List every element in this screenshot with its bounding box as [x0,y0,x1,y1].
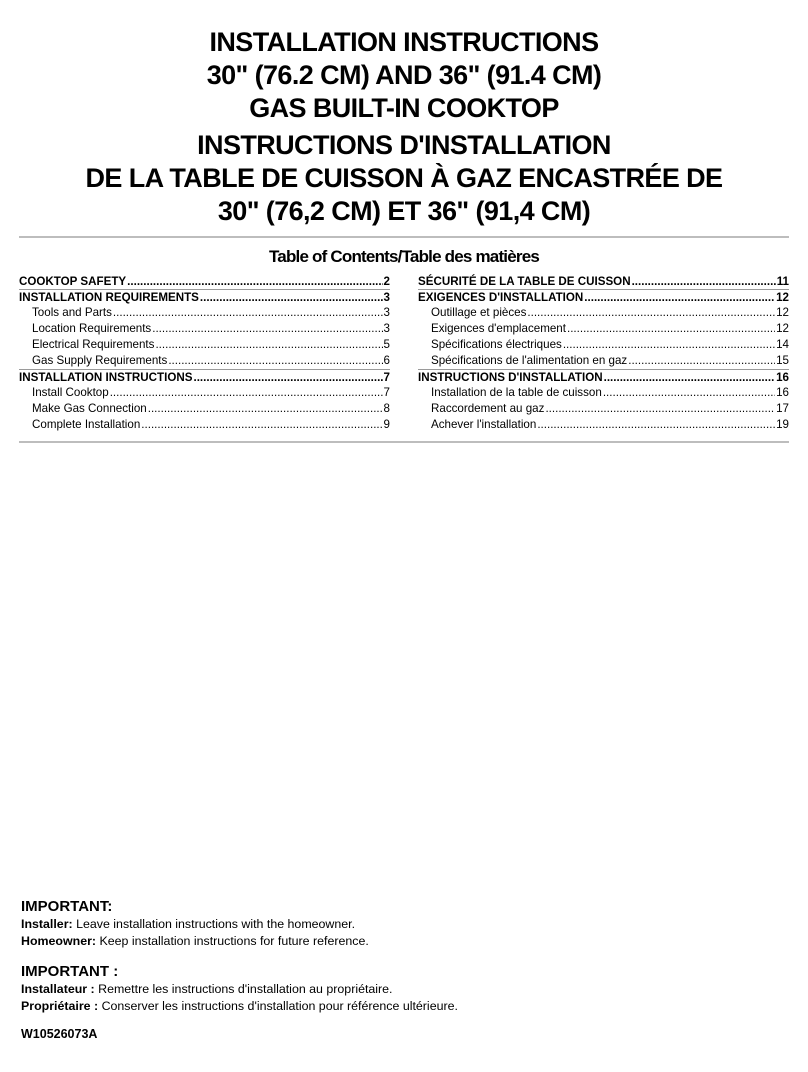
toc-entry-label: Location Requirements [32,322,152,335]
toc-entry-label: Make Gas Connection [32,402,147,415]
toc-entry-page: 12 [776,291,789,304]
toc-subsection-entry[interactable] [19,401,390,417]
toc-leader-dots [110,385,383,401]
toc-leader-dots [584,290,775,305]
toc-entry-label: INSTALLATION INSTRUCTIONS [19,371,193,384]
toc-leader-dots [527,305,775,321]
toc-section-entry[interactable] [19,274,390,289]
toc-entry-page: 2 [383,275,390,288]
toc-entry-page: 12 [776,322,789,335]
toc-entry-page: 14 [776,338,789,351]
toc-leader-dots [155,337,382,353]
toc-entry-label: INSTRUCTIONS D'INSTALLATION [418,371,603,384]
important-line-label: Propriétaire : [21,999,99,1013]
toc-leader-dots [148,401,383,417]
important-heading: IMPORTANT: [21,898,113,915]
toc-entry-page: 9 [383,418,390,431]
toc-leader-dots [567,321,775,337]
important-line [21,981,458,998]
important-line-label: Homeowner: [21,934,97,948]
toc-entry-label: Installation de la table de cuisson [431,386,602,399]
title-en-line-3: GAS BUILT-IN COOKTOP [249,93,559,123]
toc-leader-dots [141,417,382,433]
important-notice-english [21,898,369,950]
toc-entry-label: SÉCURITÉ DE LA TABLE DE CUISSON [418,275,631,288]
important-line-text: Conserver les instructions d'installation pour référence ultérieure. [98,999,458,1013]
toc-subsection-entry[interactable] [418,353,789,369]
toc-leader-dots [193,370,382,385]
toc-section-entry[interactable] [19,289,390,305]
toc-leader-dots [603,385,775,401]
toc-entry-label: Complete Installation [32,418,141,431]
divider-bottom [19,441,789,443]
toc-entry-page: 5 [383,338,390,351]
toc-entry-page: 7 [383,371,390,384]
toc-subsection-entry[interactable] [19,353,390,369]
toc-entry-page: 11 [776,275,789,288]
toc-section-entry[interactable] [418,274,789,289]
toc-leader-dots [152,321,382,337]
title-en-line-1: INSTALLATION INSTRUCTIONS [209,27,599,57]
toc-leader-dots [200,290,383,305]
toc-entry-page: 7 [383,386,390,399]
toc-leader-dots [545,401,775,417]
toc-subsection-entry[interactable] [418,321,789,337]
toc-subsection-entry[interactable] [418,337,789,353]
toc-leader-dots [632,274,776,289]
toc-subsection-entry[interactable] [418,305,789,321]
toc-leader-dots [168,353,382,369]
toc-section-entry[interactable] [418,289,789,305]
important-heading: IMPORTANT : [21,963,119,980]
toc-entry-page: 15 [776,354,789,367]
toc-subsection-entry[interactable] [19,417,390,433]
toc-leader-dots [563,337,775,353]
document-title [0,26,808,228]
toc-subsection-entry[interactable] [19,385,390,401]
toc-entry-page: 3 [383,322,390,335]
toc-entry-page: 3 [383,291,390,304]
toc-entry-page: 19 [776,418,789,431]
toc-entry-label: Gas Supply Requirements [32,354,168,367]
important-line-label: Installateur : [21,982,95,996]
toc-subsection-entry[interactable] [418,417,789,433]
toc-entry-page: 16 [776,386,789,399]
document-code: W10526073A [21,1027,98,1041]
toc-column-english [19,274,390,433]
toc-subsection-entry[interactable] [19,321,390,337]
toc-entry-page: 16 [776,371,789,384]
toc-entry-label: EXIGENCES D'INSTALLATION [418,291,584,304]
title-fr-line-1: INSTRUCTIONS D'INSTALLATION [197,130,611,160]
toc-leader-dots [127,274,382,289]
toc-section-entry[interactable] [19,369,390,385]
toc-leader-dots [537,417,775,433]
title-fr-line-3: 30" (76,2 CM) ET 36" (91,4 CM) [217,196,591,226]
important-line [21,998,458,1015]
important-line-label: Installer: [21,917,73,931]
important-line-text: Keep installation instructions for future reference. [96,934,369,948]
toc-section-entry[interactable] [418,369,789,385]
toc-entry-label: Exigences d'emplacement [431,322,566,335]
toc-entry-page: 12 [776,306,789,319]
toc-entry-label: Tools and Parts [32,306,112,319]
toc-entry-page: 8 [383,402,390,415]
toc-entry-label: Electrical Requirements [32,338,155,351]
important-line-text: Leave installation instructions with the homeowner. [72,917,356,931]
divider-top [19,236,789,238]
important-notice-french [21,963,458,1015]
toc-column-french [418,274,789,433]
toc-subsection-entry[interactable] [418,385,789,401]
toc-entry-label: Raccordement au gaz [431,402,545,415]
toc-subsection-entry[interactable] [418,401,789,417]
toc-entry-label: Outillage et pièces [431,306,527,319]
toc-entry-label: Install Cooktop [32,386,109,399]
toc-entry-page: 3 [383,306,390,319]
toc-entry-label: Spécifications de l'alimentation en gaz [431,354,628,367]
toc-entry-page: 17 [776,402,789,415]
toc-subsection-entry[interactable] [19,337,390,353]
title-en-line-2: 30" (76.2 CM) AND 36" (91.4 CM) [206,60,602,90]
toc-entry-label: COOKTOP SAFETY [19,275,127,288]
important-line [21,916,369,933]
toc-leader-dots [628,353,775,369]
important-line [21,933,369,950]
toc-heading: Table of Contents/Table des matières [268,247,540,266]
toc-entry-label: Spécifications électriques [431,338,562,351]
toc-leader-dots [604,370,776,385]
toc-leader-dots [113,305,383,321]
toc-subsection-entry[interactable] [19,305,390,321]
title-fr-line-2: DE LA TABLE DE CUISSON À GAZ ENCASTRÉE DE [85,163,723,193]
toc-entry-label: INSTALLATION REQUIREMENTS [19,291,199,304]
toc-entry-label: Achever l'installation [431,418,537,431]
toc-entry-page: 6 [383,354,390,367]
important-line-text: Remettre les instructions d'installation au propriétaire. [94,982,393,996]
